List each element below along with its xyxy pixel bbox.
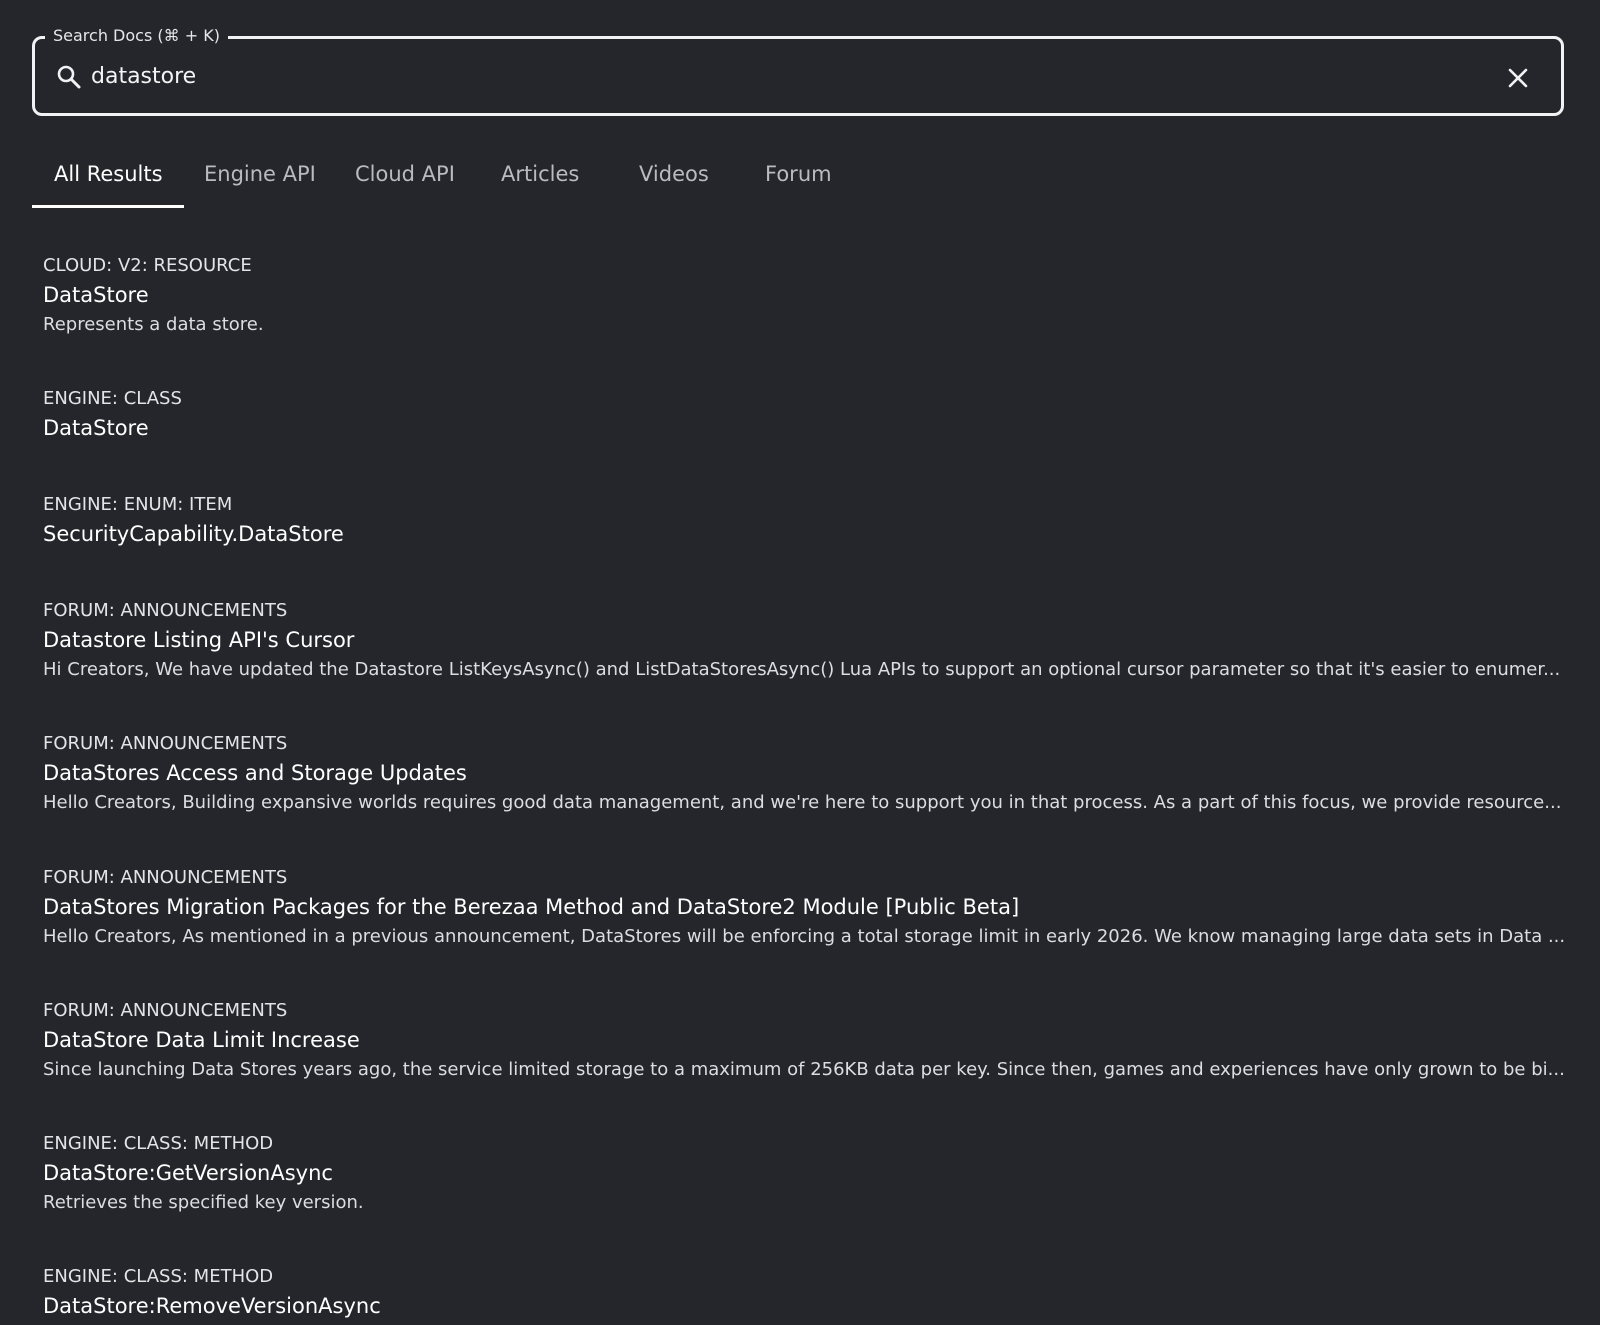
result-description: Since launching Data Stores years ago, the service limited storage to a maximum of 256KB data per key. Since then, games and experiences have only grown to be bi... [43,1059,1565,1080]
result-title: DataStores Migration Packages for the Berezaa Method and DataStore2 Module [Public Beta] [43,895,1020,919]
result-description: Hi Creators, We have updated the Datastore ListKeysAsync() and ListDataStoresAsync() Lua APIs to support an optional cursor parameter so that it's easier to enumer... [43,659,1561,680]
result-title: DataStore [43,283,149,307]
result-category: FORUM: ANNOUNCEMENTS [43,600,288,621]
search-result[interactable] [43,1263,1553,1318]
tab-forum[interactable]: Forum [765,162,832,186]
result-title: DataStore [43,416,149,440]
search-result[interactable] [43,597,1561,730]
close-icon [1507,67,1529,89]
result-title: SecurityCapability.DataStore [43,522,344,546]
result-category: FORUM: ANNOUNCEMENTS [43,1000,288,1021]
clear-search-button[interactable] [1501,61,1535,95]
result-category: ENGINE: CLASS [43,388,182,409]
search-result[interactable] [43,1130,1553,1263]
search-input[interactable] [91,55,1471,97]
search-icon [55,63,83,91]
tab-videos[interactable]: Videos [639,162,709,186]
result-description: Retrieves the specified key version. [43,1192,364,1213]
result-category: FORUM: ANNOUNCEMENTS [43,733,288,754]
result-title: DataStore:RemoveVersionAsync [43,1294,381,1318]
result-title: DataStores Access and Storage Updates [43,761,467,785]
result-title: DataStore:GetVersionAsync [43,1161,333,1185]
result-description: Hello Creators, Building expansive worlds requires good data management, and we're here to support you in that process. As a part of this focus, we provide resource... [43,792,1562,813]
result-title: DataStore Data Limit Increase [43,1028,360,1052]
tab-engine-api[interactable]: Engine API [204,162,316,186]
result-category: ENGINE: CLASS: METHOD [43,1266,274,1287]
result-title: Datastore Listing API's Cursor [43,628,355,652]
result-category: ENGINE: ENUM: ITEM [43,494,233,515]
tab-cloud-api[interactable]: Cloud API [355,162,455,186]
search-result[interactable] [43,252,1553,385]
search-result[interactable] [43,997,1565,1130]
search-result[interactable] [43,864,1566,997]
tab-articles[interactable]: Articles [501,162,580,186]
search-results-list [43,252,1566,1318]
search-result[interactable] [43,385,1553,491]
result-description: Hello Creators, As mentioned in a previous announcement, DataStores will be enforcing a total storage limit in early 2026. We know managing large data sets in Data ... [43,926,1566,947]
result-category: FORUM: ANNOUNCEMENTS [43,867,288,888]
result-category: ENGINE: CLASS: METHOD [43,1133,274,1154]
result-description: Represents a data store. [43,314,264,335]
result-category: CLOUD: V2: RESOURCE [43,255,252,276]
result-tabs [32,148,860,208]
search-result[interactable] [43,730,1562,864]
search-result[interactable] [43,491,1553,597]
search-field-label: Search Docs (⌘ + K) [45,25,228,47]
tab-all-results[interactable]: All Results [32,148,184,208]
search-field[interactable] [32,26,1564,116]
